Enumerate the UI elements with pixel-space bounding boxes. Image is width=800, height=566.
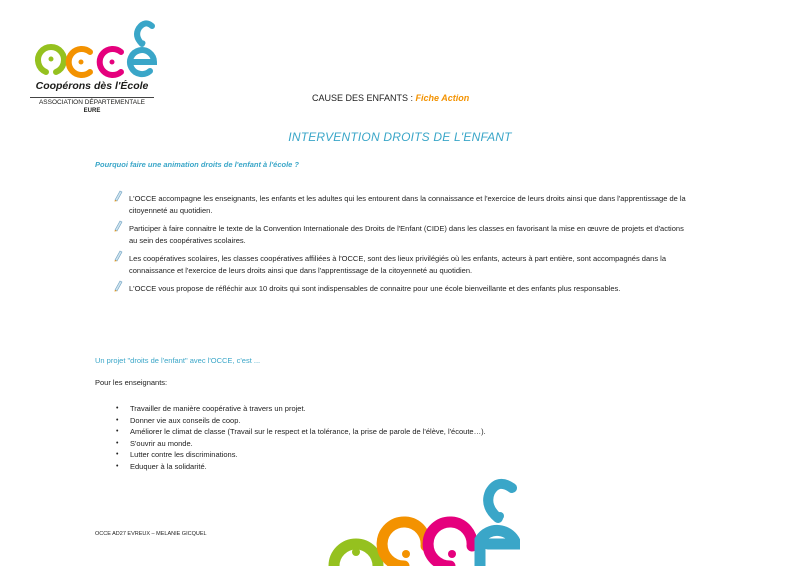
point-text: Les coopératives scolaires, les classes coopératives affiliées à l'OCCE, sont des lieux privilégiés où les enfants, acteurs à part entière, sont accompagnés dans la connaissance et l'exercice de leurs droits ainsi que dans l'apprentissage de la citoyenneté au quotidien. <box>129 254 666 275</box>
audience-label: Pour les enseignants: <box>95 378 168 387</box>
pencil-icon <box>113 280 123 292</box>
bullet-text: Lutter contre les discriminations. <box>130 450 238 459</box>
list-item <box>113 283 693 295</box>
question-heading: Pourquoi faire une animation droits de l'enfant à l'école ? <box>95 160 300 169</box>
occe-logo-mark <box>30 14 160 80</box>
list-item <box>116 426 486 438</box>
footer-text: OCCE AD27 EVREUX – MELANIE GICQUEL <box>95 531 207 537</box>
section-subtitle: Un projet "droits de l'enfant" avec l'OCCE, c'est ... <box>95 356 261 365</box>
bullet-list <box>116 403 486 472</box>
list-item <box>116 415 486 427</box>
fiche-action-label: Fiche Action <box>415 93 470 103</box>
cause-heading <box>312 93 469 103</box>
bullet-icon: • <box>116 428 119 435</box>
page-title: INTERVENTION DROITS DE L'ENFANT <box>288 130 512 144</box>
bullet-text: Améliorer le climat de classe (Travail sur le respect et la tolérance, la prise de parole de l'élève, l'écoute…). <box>130 427 486 436</box>
list-item <box>116 403 486 415</box>
list-item <box>113 253 693 276</box>
cause-label: CAUSE DES ENFANTS : <box>312 93 416 103</box>
bullet-icon: • <box>116 405 119 412</box>
bullet-text: Eduquer à la solidarité. <box>130 461 207 471</box>
point-text: L'OCCE accompagne les enseignants, les enfants et les adultes qui les entourent dans la connaissance et l'exercice de leurs droits ainsi que dans l'apprentissage de la citoyenneté au quotidien. <box>129 194 686 215</box>
pencil-icon <box>113 190 123 202</box>
pencil-icon <box>113 250 123 262</box>
bullet-icon: • <box>116 416 119 424</box>
pencil-icon <box>113 220 123 232</box>
bullet-icon: • <box>116 462 119 470</box>
list-item <box>116 438 486 450</box>
bullet-icon: • <box>116 451 119 458</box>
list-item <box>113 223 693 246</box>
list-item <box>116 449 486 461</box>
point-text: Participer à faire connaitre le texte de la Convention Internationale des Droits de l'Enfant (CIDE) dans les classes en favorisant la mise en œuvre de projets et d'actions au sein des coopératives scolaires. <box>129 224 684 245</box>
bullet-icon: • <box>116 439 119 447</box>
point-text: L'OCCE vous propose de réfléchir aux 10 droits qui sont indispensables de connaitre pour une école bienveillante et des enfants plus responsables. <box>129 284 621 293</box>
list-item <box>113 193 693 216</box>
logo-association: ASSOCIATION DÉPARTEMENTALE <box>30 97 154 106</box>
logo-tagline: Coopérons dès l'École <box>35 80 149 92</box>
occe-logo <box>22 14 172 124</box>
points-list <box>113 193 693 302</box>
bullet-text: Donner vie aux conseils de coop. <box>130 415 241 425</box>
occe-logo-bottom <box>320 470 520 566</box>
bullet-text: S'ouvrir au monde. <box>130 438 193 448</box>
bullet-text: Travailler de manière coopérative à travers un projet. <box>130 404 306 413</box>
logo-department: EURE <box>83 108 101 114</box>
